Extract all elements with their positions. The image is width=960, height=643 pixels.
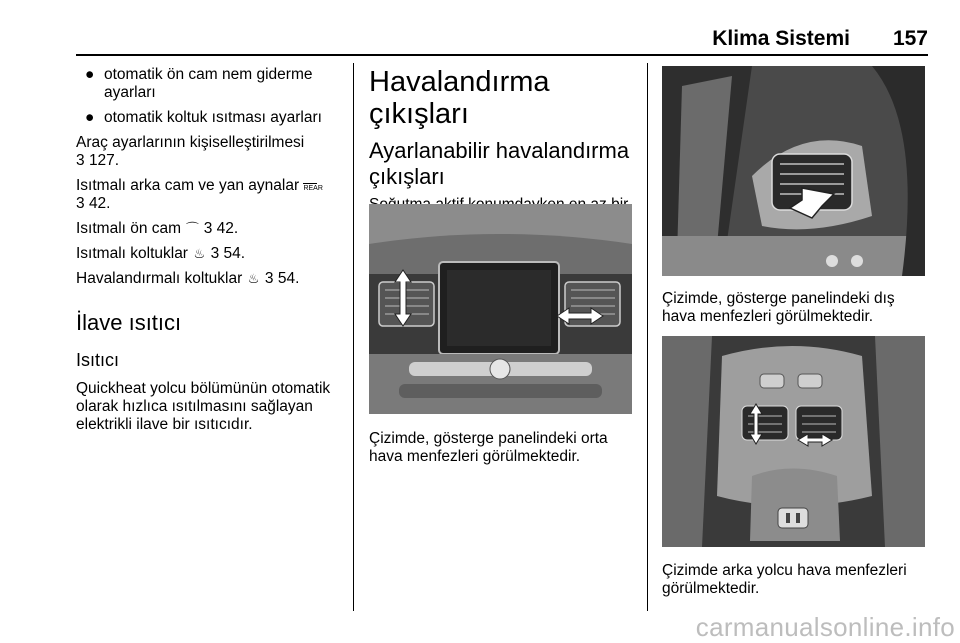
paragraph-windscreen: Isıtmalı ön cam ⌒ 3 42. [76,220,239,237]
page-reference[interactable]: 42. [88,195,111,212]
page-reference-icon: 3 [264,270,274,287]
paragraph-personalization: Araç ayarlarının kişiselleştirilmesi 3 127. [76,134,305,169]
figure-center-vents [369,204,632,414]
rear-window-heater-icon: REAR [303,185,323,192]
paragraph-ventilated-seats: Havalandırmalı koltuklar ♨ 3 54. [76,270,300,287]
bullet-item [76,109,344,127]
left-column [76,66,344,434]
paragraph-rear-window: Isıtmalı arka cam ve yan aynalar REAR 3 42. [76,177,323,212]
figure-outer-vents [662,66,925,276]
outer-vents-illustration [662,66,925,276]
bullet-text: otomatik koltuk ısıtması ayarları [104,109,322,126]
figure-caption-rear-vents: Çizimde arka yolcu hava menfezleri görülmektedir. [662,562,907,597]
page-reference-icon: 3 [76,195,85,212]
windscreen-heater-icon: ⌒ [185,221,199,236]
running-header-title: Klima Sistemi [712,27,850,50]
page-reference-icon: 3 [203,220,213,237]
section-heading-air-vents: Havalandırma çıkışları [369,66,550,130]
watermark: carmanualsonline.info [695,612,955,642]
column-divider-left [353,63,354,611]
paragraph-heated-seats: Isıtmalı koltuklar ♨ 3 54. [76,245,246,262]
rear-vents-illustration [662,336,925,547]
figure-rear-vents [662,336,925,547]
right-caption-block-1 [662,290,930,326]
page-number: 157 [892,27,928,50]
page-reference[interactable]: 42. [216,220,239,237]
column-divider-right [647,63,648,611]
ventilated-seat-icon: ♨ [247,271,260,286]
right-caption-block-2 [662,562,930,598]
center-vents-illustration [369,204,632,414]
header-rule [76,54,928,56]
figure-caption-outer-vents: Çizimde, gösterge panelindeki dış hava menfezleri görülmektedir. [662,290,895,325]
bullet-item [76,66,344,102]
page-reference[interactable]: 54. [277,270,300,287]
paragraph-quickheat: Quickheat yolcu bölümünün otomatik olarak hızlıca ısıtılmasını sağlayan elektrikli ilave bir ısıtıcıdır. [76,380,331,433]
section-heading-auxiliary-heater: İlave ısıtıcı [76,310,182,335]
bullet-text: otomatik ön cam nem giderme ayarları [104,66,313,101]
page-reference-icon: 3 [76,152,85,169]
middle-caption-block [369,430,637,466]
page-reference[interactable]: 54. [223,245,246,262]
bullet-icon: ● [85,109,95,126]
figure-caption-center-vents: Çizimde, gösterge panelindeki orta hava menfezleri görülmektedir. [369,430,608,465]
heated-seat-icon: ♨ [193,246,206,261]
page-reference[interactable]: 127. [88,152,120,169]
bullet-icon: ● [85,66,95,83]
subheading-adjustable-vents: Ayarlanabilir havalandırma çıkışları [369,138,630,189]
page-reference-icon: 3 [210,245,220,262]
subheading-heater: Isıtıcı [76,350,120,370]
